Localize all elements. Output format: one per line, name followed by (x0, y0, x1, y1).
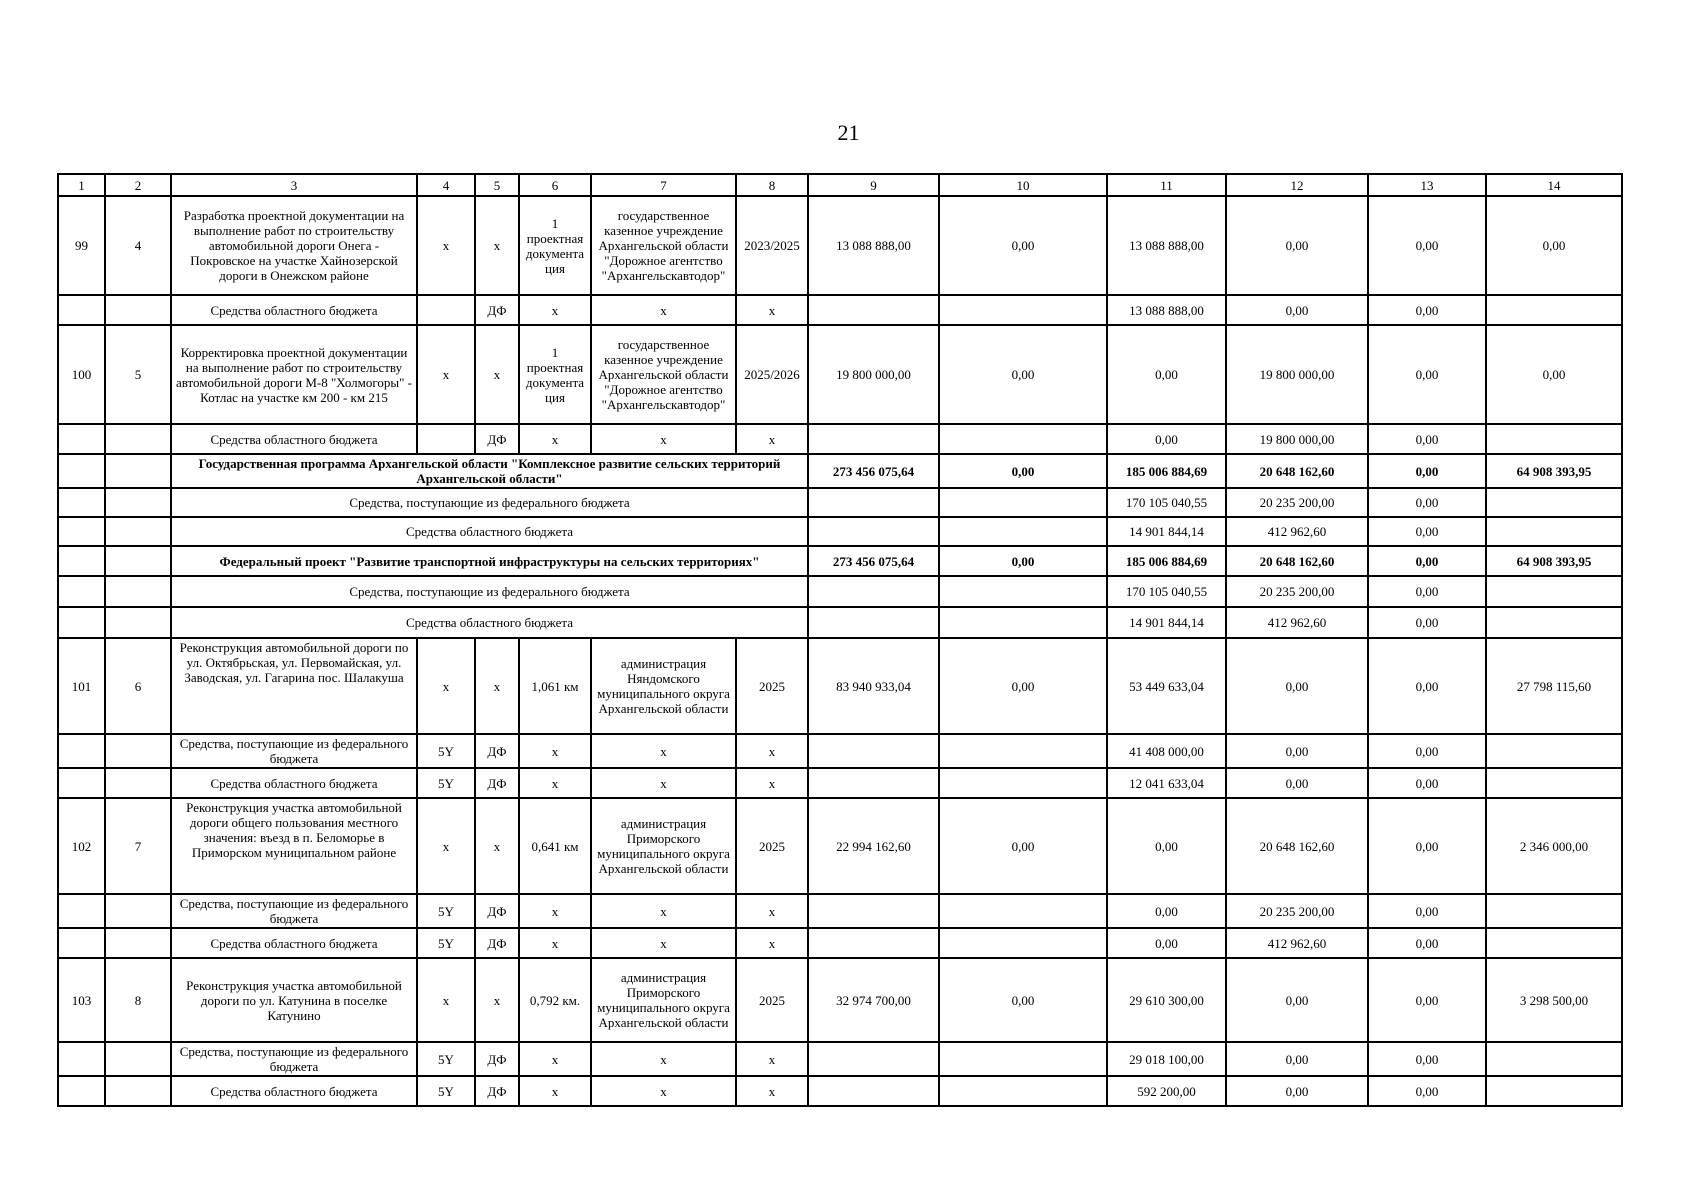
cell-capacity: 1,061 км (519, 638, 591, 734)
row-number (58, 607, 105, 638)
cell-c14 (1486, 517, 1622, 546)
header-cell: 1 (58, 174, 105, 196)
cell-executor: x (591, 1076, 736, 1106)
cell-total (808, 1042, 939, 1076)
cell-c11: 14 901 844,14 (1107, 607, 1226, 638)
cell-c10 (939, 607, 1107, 638)
item-name: Средства областного бюджета (171, 768, 417, 798)
cell-c4: 5Y (417, 768, 475, 798)
cell-c14: 64 908 393,95 (1486, 546, 1622, 576)
row-number: 100 (58, 325, 105, 424)
cell-capacity: x (519, 1076, 591, 1106)
cell-executor: администрация Приморского муниципального округа Архангельской области (591, 958, 736, 1042)
header-cell: 7 (591, 174, 736, 196)
cell-c4: x (417, 196, 475, 295)
cell-c13: 0,00 (1368, 1076, 1486, 1106)
cell-c12: 412 962,60 (1226, 607, 1368, 638)
cell-c10: 0,00 (939, 958, 1107, 1042)
cell-c12: 20 648 162,60 (1226, 454, 1368, 488)
budget-table (57, 173, 1623, 1107)
row-number (58, 928, 105, 958)
cell-total (808, 928, 939, 958)
table-row (58, 958, 1622, 1042)
cell-period: 2023/2025 (736, 196, 808, 295)
cell-c10 (939, 295, 1107, 325)
cell-c5: x (475, 798, 519, 894)
cell-c4: x (417, 958, 475, 1042)
header-cell: 10 (939, 174, 1107, 196)
cell-c14 (1486, 1076, 1622, 1106)
cell-c11: 13 088 888,00 (1107, 295, 1226, 325)
cell-c13: 0,00 (1368, 928, 1486, 958)
row-number (58, 454, 105, 488)
table-row (58, 607, 1622, 638)
item-number (105, 607, 171, 638)
item-number (105, 295, 171, 325)
cell-capacity: x (519, 734, 591, 768)
cell-c10 (939, 894, 1107, 928)
header-cell: 12 (1226, 174, 1368, 196)
row-number (58, 1076, 105, 1106)
cell-c12: 20 648 162,60 (1226, 798, 1368, 894)
row-number (58, 768, 105, 798)
item-number: 8 (105, 958, 171, 1042)
cell-c13: 0,00 (1368, 576, 1486, 607)
row-number: 102 (58, 798, 105, 894)
cell-c13: 0,00 (1368, 325, 1486, 424)
item-number: 7 (105, 798, 171, 894)
cell-c12: 0,00 (1226, 1042, 1368, 1076)
cell-total (808, 734, 939, 768)
row-number: 103 (58, 958, 105, 1042)
cell-capacity: x (519, 295, 591, 325)
item-name: Средства областного бюджета (171, 607, 808, 638)
cell-c5: ДФ (475, 1076, 519, 1106)
cell-c5: ДФ (475, 928, 519, 958)
cell-c13: 0,00 (1368, 517, 1486, 546)
item-number: 4 (105, 196, 171, 295)
cell-c14: 0,00 (1486, 325, 1622, 424)
item-name: Средства областного бюджета (171, 424, 417, 454)
header-cell: 13 (1368, 174, 1486, 196)
cell-c11: 0,00 (1107, 424, 1226, 454)
cell-c12: 0,00 (1226, 295, 1368, 325)
cell-capacity: 1 проектная документа ция (519, 325, 591, 424)
header-cell: 6 (519, 174, 591, 196)
item-number (105, 768, 171, 798)
cell-c14: 0,00 (1486, 196, 1622, 295)
header-cell: 2 (105, 174, 171, 196)
cell-period: x (736, 734, 808, 768)
cell-period: x (736, 928, 808, 958)
cell-c12: 20 235 200,00 (1226, 488, 1368, 517)
row-number (58, 546, 105, 576)
table-row (58, 517, 1622, 546)
table-row (58, 734, 1622, 768)
row-number (58, 894, 105, 928)
cell-period: x (736, 768, 808, 798)
cell-c14: 64 908 393,95 (1486, 454, 1622, 488)
cell-c4: 5Y (417, 1076, 475, 1106)
table-row (58, 638, 1622, 734)
cell-c13: 0,00 (1368, 546, 1486, 576)
cell-c13: 0,00 (1368, 488, 1486, 517)
cell-c5: x (475, 196, 519, 295)
header-row (58, 174, 1622, 196)
cell-c5: ДФ (475, 768, 519, 798)
item-name: Средства, поступающие из федерального бюджета (171, 894, 417, 928)
item-name: Средства областного бюджета (171, 928, 417, 958)
cell-period: 2025 (736, 638, 808, 734)
cell-c12: 0,00 (1226, 1076, 1368, 1106)
cell-c11: 29 610 300,00 (1107, 958, 1226, 1042)
cell-c11: 592 200,00 (1107, 1076, 1226, 1106)
table-row (58, 325, 1622, 424)
table-row (58, 424, 1622, 454)
cell-c10: 0,00 (939, 546, 1107, 576)
program-row (58, 454, 1622, 488)
cell-c5: ДФ (475, 295, 519, 325)
cell-c11: 185 006 884,69 (1107, 546, 1226, 576)
item-name: Средства областного бюджета (171, 1076, 417, 1106)
item-number (105, 894, 171, 928)
cell-total: 22 994 162,60 (808, 798, 939, 894)
cell-c10: 0,00 (939, 454, 1107, 488)
cell-c5: x (475, 325, 519, 424)
cell-capacity: x (519, 424, 591, 454)
table-row (58, 798, 1622, 894)
cell-period: x (736, 894, 808, 928)
cell-capacity: x (519, 894, 591, 928)
cell-c10 (939, 768, 1107, 798)
cell-c12: 0,00 (1226, 638, 1368, 734)
row-number (58, 424, 105, 454)
cell-capacity: 1 проектная документа ция (519, 196, 591, 295)
cell-c13: 0,00 (1368, 295, 1486, 325)
cell-executor: x (591, 768, 736, 798)
cell-c4 (417, 295, 475, 325)
cell-total (808, 488, 939, 517)
cell-c4: x (417, 638, 475, 734)
item-name: Разработка проектной документации на выполнение работ по строительству автомобильной дороги Онега - Покровское на участке Хайнозерской дороги в Онежском районе (171, 196, 417, 295)
item-number (105, 1042, 171, 1076)
row-number (58, 488, 105, 517)
table-row (58, 576, 1622, 607)
cell-c13: 0,00 (1368, 894, 1486, 928)
cell-total (808, 576, 939, 607)
cell-c11: 170 105 040,55 (1107, 576, 1226, 607)
row-number (58, 295, 105, 325)
cell-period: x (736, 424, 808, 454)
item-number (105, 576, 171, 607)
cell-total: 83 940 933,04 (808, 638, 939, 734)
cell-c11: 14 901 844,14 (1107, 517, 1226, 546)
cell-c13: 0,00 (1368, 607, 1486, 638)
item-number (105, 488, 171, 517)
cell-c5: x (475, 638, 519, 734)
cell-c12: 0,00 (1226, 196, 1368, 295)
cell-c10 (939, 1042, 1107, 1076)
cell-c13: 0,00 (1368, 454, 1486, 488)
cell-c13: 0,00 (1368, 424, 1486, 454)
item-name: Реконструкция автомобильной дороги по ул. Октябрьская, ул. Первомайская, ул. Заводская, ул. Гагарина пос. Шалакуша (171, 638, 417, 734)
row-number: 99 (58, 196, 105, 295)
item-name: Корректировка проектной документации на выполнение работ по строительству автомобильной дороги М-8 "Холмогоры" - Котлас на участке км 200 - км 215 (171, 325, 417, 424)
cell-total: 13 088 888,00 (808, 196, 939, 295)
cell-total (808, 768, 939, 798)
row-number (58, 517, 105, 546)
header-cell: 3 (171, 174, 417, 196)
cell-c4: x (417, 798, 475, 894)
cell-c14: 27 798 115,60 (1486, 638, 1622, 734)
item-number (105, 517, 171, 546)
cell-c13: 0,00 (1368, 958, 1486, 1042)
cell-total (808, 894, 939, 928)
header-cell: 9 (808, 174, 939, 196)
cell-c10 (939, 928, 1107, 958)
cell-c10 (939, 576, 1107, 607)
table-row (58, 768, 1622, 798)
cell-period: x (736, 1042, 808, 1076)
cell-c14 (1486, 607, 1622, 638)
cell-executor: x (591, 734, 736, 768)
item-name: Средства, поступающие из федерального бюджета (171, 1042, 417, 1076)
cell-c11: 12 041 633,04 (1107, 768, 1226, 798)
cell-c11: 29 018 100,00 (1107, 1042, 1226, 1076)
cell-total: 273 456 075,64 (808, 454, 939, 488)
item-name: Реконструкция участка автомобильной дороги по ул. Катунина в поселке Катунино (171, 958, 417, 1042)
item-number (105, 734, 171, 768)
item-number (105, 1076, 171, 1106)
row-number (58, 576, 105, 607)
cell-c11: 0,00 (1107, 928, 1226, 958)
project-row (58, 546, 1622, 576)
item-name: Средства, поступающие из федерального бюджета (171, 734, 417, 768)
cell-total: 32 974 700,00 (808, 958, 939, 1042)
cell-c11: 0,00 (1107, 798, 1226, 894)
cell-c4 (417, 424, 475, 454)
header-cell: 14 (1486, 174, 1622, 196)
table-row (58, 196, 1622, 295)
cell-c11: 13 088 888,00 (1107, 196, 1226, 295)
cell-total (808, 424, 939, 454)
program-name: Государственная программа Архангельской области "Комплексное развитие сельских территорий Архангельской области" (171, 454, 808, 488)
cell-c11: 170 105 040,55 (1107, 488, 1226, 517)
row-number (58, 734, 105, 768)
cell-capacity: 0,641 км (519, 798, 591, 894)
cell-c14 (1486, 424, 1622, 454)
cell-c4: 5Y (417, 894, 475, 928)
cell-c14 (1486, 295, 1622, 325)
cell-total (808, 517, 939, 546)
cell-total: 19 800 000,00 (808, 325, 939, 424)
row-number (58, 1042, 105, 1076)
item-number (105, 546, 171, 576)
cell-period: x (736, 1076, 808, 1106)
cell-executor: администрация Приморского муниципального округа Архангельской области (591, 798, 736, 894)
cell-c10 (939, 1076, 1107, 1106)
item-number: 6 (105, 638, 171, 734)
cell-c10: 0,00 (939, 798, 1107, 894)
cell-executor: x (591, 295, 736, 325)
cell-total: 273 456 075,64 (808, 546, 939, 576)
cell-capacity: x (519, 928, 591, 958)
header-cell: 4 (417, 174, 475, 196)
cell-c11: 185 006 884,69 (1107, 454, 1226, 488)
cell-c14 (1486, 734, 1622, 768)
table-row (58, 295, 1622, 325)
cell-c10 (939, 517, 1107, 546)
cell-c12: 20 648 162,60 (1226, 546, 1368, 576)
cell-c12: 19 800 000,00 (1226, 424, 1368, 454)
cell-c11: 41 408 000,00 (1107, 734, 1226, 768)
cell-executor: x (591, 424, 736, 454)
cell-c10 (939, 424, 1107, 454)
item-name: Средства областного бюджета (171, 517, 808, 546)
cell-c14 (1486, 928, 1622, 958)
project-name: Федеральный проект "Развитие транспортной инфраструктуры на сельских территориях" (171, 546, 808, 576)
cell-c10 (939, 734, 1107, 768)
cell-c4: 5Y (417, 928, 475, 958)
cell-c12: 412 962,60 (1226, 517, 1368, 546)
item-number: 5 (105, 325, 171, 424)
cell-c4: x (417, 325, 475, 424)
cell-c5: ДФ (475, 894, 519, 928)
cell-c5: ДФ (475, 424, 519, 454)
item-number (105, 424, 171, 454)
header-cell: 11 (1107, 174, 1226, 196)
cell-c14 (1486, 894, 1622, 928)
cell-c11: 0,00 (1107, 325, 1226, 424)
cell-total (808, 295, 939, 325)
cell-c5: x (475, 958, 519, 1042)
cell-c14: 2 346 000,00 (1486, 798, 1622, 894)
header-cell: 8 (736, 174, 808, 196)
cell-c10 (939, 488, 1107, 517)
cell-executor: государственное казенное учреждение Архангельской области "Дорожное агентство "Архангельскавтодор" (591, 196, 736, 295)
cell-capacity: x (519, 1042, 591, 1076)
cell-executor: x (591, 928, 736, 958)
table-row (58, 894, 1622, 928)
table-row (58, 1042, 1622, 1076)
item-number (105, 454, 171, 488)
cell-period: 2025/2026 (736, 325, 808, 424)
cell-capacity: x (519, 768, 591, 798)
cell-period: 2025 (736, 798, 808, 894)
cell-c4: 5Y (417, 1042, 475, 1076)
cell-c14 (1486, 768, 1622, 798)
cell-c10: 0,00 (939, 638, 1107, 734)
cell-c14 (1486, 576, 1622, 607)
cell-total (808, 607, 939, 638)
cell-c13: 0,00 (1368, 768, 1486, 798)
cell-executor: администрация Няндомского муниципального округа Архангельской области (591, 638, 736, 734)
cell-c4: 5Y (417, 734, 475, 768)
cell-period: x (736, 295, 808, 325)
cell-c12: 412 962,60 (1226, 928, 1368, 958)
cell-c12: 0,00 (1226, 958, 1368, 1042)
cell-executor: x (591, 894, 736, 928)
page-number: 21 (837, 120, 860, 145)
item-name: Реконструкция участка автомобильной дороги общего пользования местного значения: въезд в п. Беломорье в Приморском муниципальном районе (171, 798, 417, 894)
cell-c12: 20 235 200,00 (1226, 576, 1368, 607)
cell-total (808, 1076, 939, 1106)
item-name: Средства областного бюджета (171, 295, 417, 325)
cell-c13: 0,00 (1368, 734, 1486, 768)
cell-c11: 0,00 (1107, 894, 1226, 928)
cell-capacity: 0,792 км. (519, 958, 591, 1042)
cell-c14: 3 298 500,00 (1486, 958, 1622, 1042)
cell-c13: 0,00 (1368, 638, 1486, 734)
cell-executor: государственное казенное учреждение Архангельской области "Дорожное агентство "Архангельскавтодор" (591, 325, 736, 424)
item-number (105, 928, 171, 958)
cell-c13: 0,00 (1368, 798, 1486, 894)
cell-c12: 20 235 200,00 (1226, 894, 1368, 928)
cell-c5: ДФ (475, 1042, 519, 1076)
cell-executor: x (591, 1042, 736, 1076)
item-name: Средства, поступающие из федерального бюджета (171, 488, 808, 517)
header-cell: 5 (475, 174, 519, 196)
cell-c10: 0,00 (939, 196, 1107, 295)
item-name: Средства, поступающие из федерального бюджета (171, 576, 808, 607)
cell-c14 (1486, 1042, 1622, 1076)
row-number: 101 (58, 638, 105, 734)
cell-c13: 0,00 (1368, 1042, 1486, 1076)
cell-c11: 53 449 633,04 (1107, 638, 1226, 734)
table-row (58, 1076, 1622, 1106)
cell-c13: 0,00 (1368, 196, 1486, 295)
cell-period: 2025 (736, 958, 808, 1042)
cell-c5: ДФ (475, 734, 519, 768)
cell-c10: 0,00 (939, 325, 1107, 424)
cell-c14 (1486, 488, 1622, 517)
table-row (58, 928, 1622, 958)
cell-c12: 0,00 (1226, 768, 1368, 798)
table-row (58, 488, 1622, 517)
cell-c12: 19 800 000,00 (1226, 325, 1368, 424)
cell-c12: 0,00 (1226, 734, 1368, 768)
